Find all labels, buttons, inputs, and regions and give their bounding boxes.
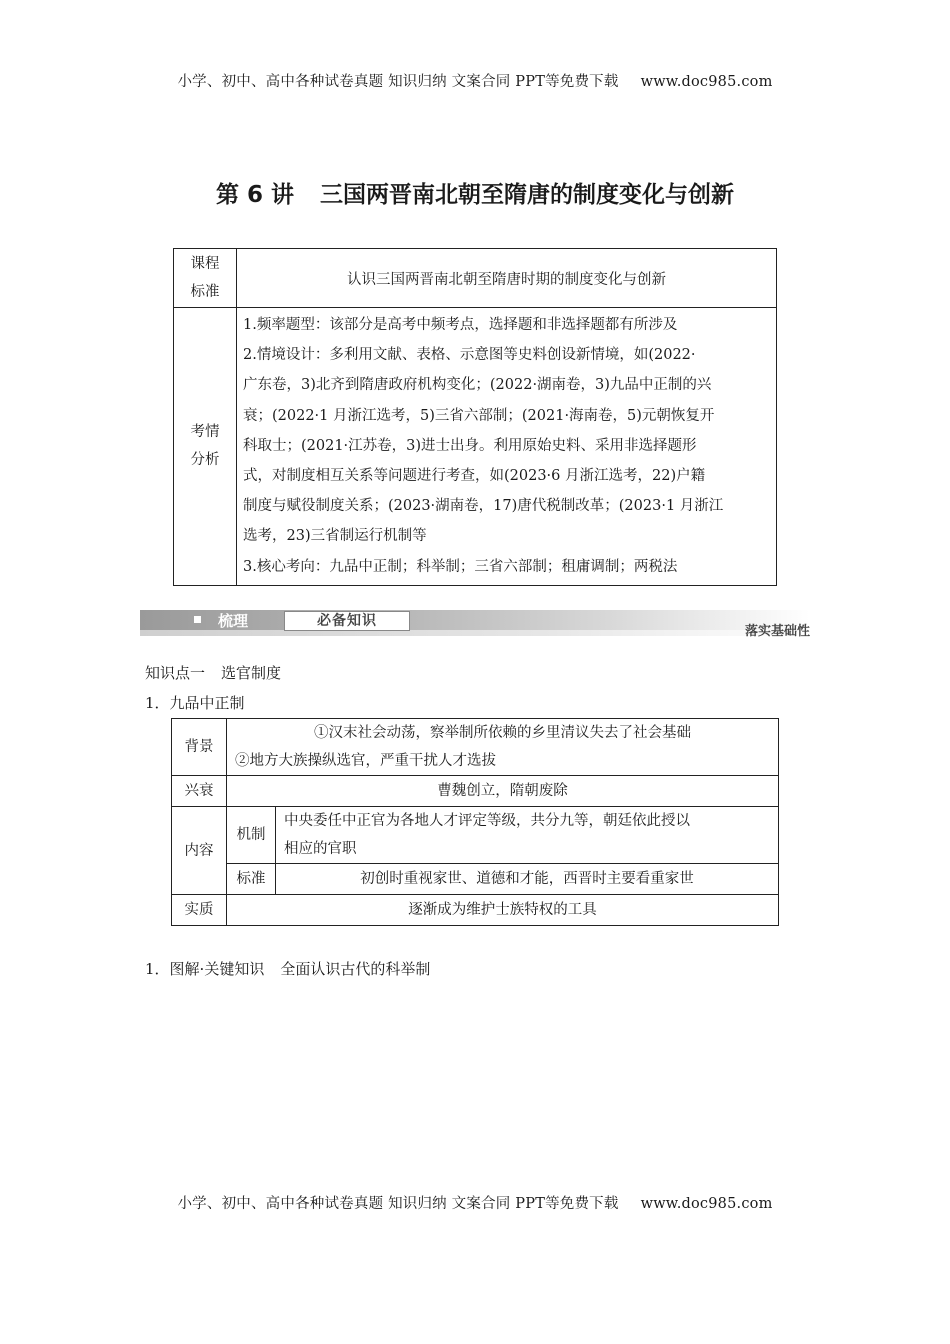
background-label: 背景 — [172, 719, 227, 776]
item-heading-jiupin: 1．九品中正制 — [145, 694, 245, 712]
square-bullet-icon — [194, 616, 201, 623]
footer-text: 小学、初中、高中各种试卷真题 知识归纳 文案合同 PPT等免费下载 — [177, 1196, 619, 1212]
analysis-line: 式，对制度相互关系等问题进行考查，如(2023·6 月浙江选考，22)户籍 — [243, 468, 706, 485]
essence-content: 逐渐成为维护士族特权的工具 — [227, 895, 779, 926]
page-title — [0, 176, 950, 209]
item-heading-keju: 1．图解·关键知识 全面认识古代的科举制 — [145, 960, 431, 978]
analysis-line: 广东卷，3)北齐到隋唐政府机构变化；(2022·湖南卷，3)九品中正制的兴 — [243, 377, 712, 394]
essence-label: 实质 — [172, 895, 227, 926]
analysis-label: 考情 分析 — [174, 308, 237, 586]
section-band — [140, 610, 810, 638]
standard-label: 标准 — [227, 864, 276, 895]
lecture-number: 第 6 讲 — [215, 182, 295, 208]
analysis-line: 选考，23)三省制运行机制等 — [243, 528, 427, 545]
content-label: 内容 — [172, 807, 227, 895]
analysis-line: 3.核心考向：九品中正制；科举制；三省六部制；租庸调制；两税法 — [243, 558, 678, 575]
curriculum-content: 认识三国两晋南北朝至隋唐时期的制度变化与创新 — [237, 249, 777, 308]
analysis-line: 2.情境设计：多利用文献、表格、示意图等史料创设新情境，如(2022· — [243, 347, 696, 364]
page-header — [0, 70, 950, 91]
analysis-line: 制度与赋役制度关系；(2023·湖南卷，17)唐代税制改革；(2023·1 月浙江 — [243, 498, 724, 515]
rise-fall-content: 曹魏创立，隋朝废除 — [227, 776, 779, 807]
jiupin-table — [171, 718, 779, 926]
footer-site[interactable]: www.doc985.com — [640, 1196, 773, 1212]
analysis-line: 1.频率题型：该部分是高考中频考点，选择题和非选择题都有所涉及 — [243, 317, 678, 333]
analysis-line: 科取士；(2021·江苏卷，3)进士出身。利用原始史料、采用非选择题形 — [243, 437, 697, 454]
section-right-label: 落实基础性 — [744, 624, 810, 639]
rise-fall-label: 兴衰 — [172, 776, 227, 807]
section-label: 梳理 — [218, 612, 249, 630]
header-text: 小学、初中、高中各种试卷真题 知识归纳 文案合同 PPT等免费下载 — [177, 74, 619, 90]
header-site[interactable]: www.doc985.com — [640, 74, 773, 90]
mechanism-content: 中央委任中正官为各地人才评定等级，共分九等，朝廷依此授以 相应的官职 — [276, 807, 779, 864]
analysis-content — [237, 308, 777, 586]
curriculum-label: 课程 标准 — [174, 249, 237, 308]
knowledge-point-heading: 知识点一 选官制度 — [145, 664, 282, 682]
page-footer — [0, 1192, 950, 1213]
analysis-line: 衰；(2022·1 月浙江选考，5)三省六部制；(2021·海南卷，5)元朝恢复开 — [243, 407, 715, 424]
overview-table — [173, 248, 777, 586]
mechanism-label: 机制 — [227, 807, 276, 864]
lecture-topic: 三国两晋南北朝至隋唐的制度变化与创新 — [320, 182, 735, 208]
background-content: ①汉末社会动荡，察举制所依赖的乡里清议失去了社会基础 ②地方大族操纵选官，严重干扰人才选拔 — [227, 719, 779, 776]
standard-content: 初创时重视家世、道德和才能，西晋时主要看重家世 — [276, 864, 779, 895]
section-tab: 必备知识 — [284, 611, 410, 631]
